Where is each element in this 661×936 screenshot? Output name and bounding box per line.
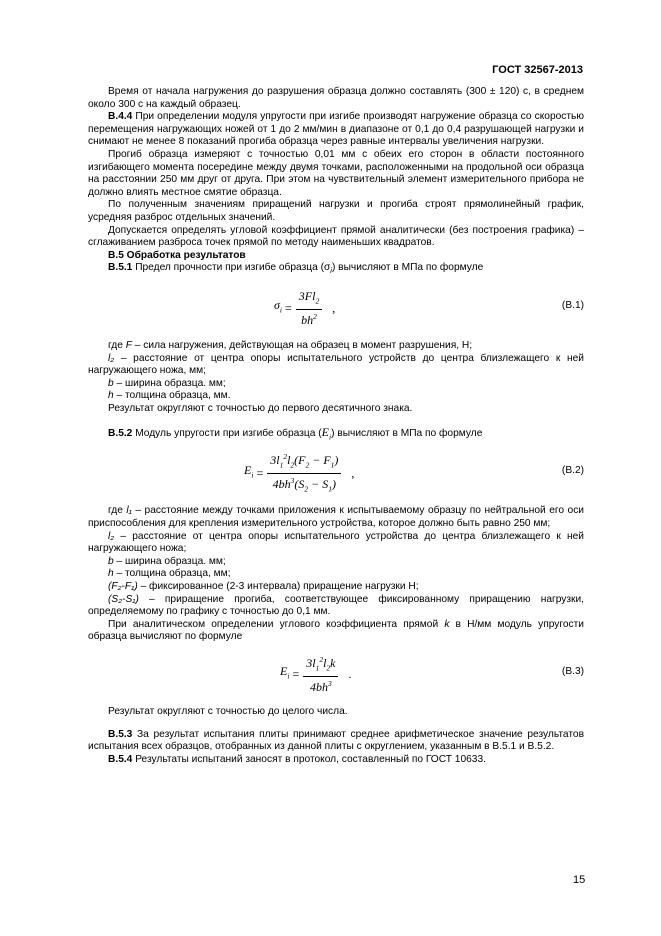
clause-number: В.5.3 bbox=[108, 728, 133, 740]
symbol: b bbox=[108, 377, 114, 389]
page-number: 15 bbox=[573, 874, 586, 886]
definition: – ширина образца. мм; bbox=[113, 377, 226, 389]
definition: – толщина образца, мм. bbox=[113, 390, 231, 402]
paragraph-graph: По полученным значениям приращений нагрузки и прогиба строят прямолинейный график, усредняя разброс отдельных значений. bbox=[88, 199, 584, 223]
where-list-2 bbox=[88, 505, 584, 530]
symbol: h bbox=[108, 568, 114, 580]
where-word: где bbox=[108, 339, 123, 351]
paragraph-analytic-k bbox=[88, 619, 584, 644]
definition-item bbox=[88, 568, 584, 581]
symbol: l₂ bbox=[108, 530, 115, 542]
formula-b1 bbox=[88, 288, 584, 334]
where-word: где bbox=[108, 505, 123, 517]
document-body bbox=[88, 86, 584, 766]
clause-text: Модуль упругости при изгибе образца ( bbox=[132, 427, 322, 439]
definition: – ширина образца. мм; bbox=[113, 555, 226, 567]
definition: – приращение прогиба, соответствующее фиксированному приращению нагрузки, определяемому по графику с точностью до 0,1 мм. bbox=[88, 593, 584, 618]
section-heading-b5: В.5 Обработка результатов bbox=[108, 249, 246, 261]
formula-number: (В.2) bbox=[561, 465, 584, 477]
clause-text: За результат испытания плиты принимают среднее арифметическое значение результатов испытания всех образцов, отобранных из данной плиты с округлением, указанным в В.5.1 и В.5.2. bbox=[88, 728, 584, 753]
definition-item bbox=[88, 378, 584, 391]
paragraph-b44 bbox=[88, 111, 584, 149]
symbol: l₁ bbox=[126, 505, 132, 517]
paragraph-b53 bbox=[88, 729, 584, 754]
definition: – расстояние от центра опоры испытательного устройства до центра близлежащего к ней нагружающего ножа; bbox=[88, 530, 584, 555]
definition-item bbox=[88, 594, 584, 619]
rounding-note-1: Результат округляют с точностью до первого десятичного знака. bbox=[108, 402, 413, 414]
where-list-1 bbox=[88, 340, 584, 353]
formula-expression: $E_i$ = $\frac{3l_1^2l_2k}{4bh^3}$ . bbox=[280, 655, 352, 695]
clause-number: В.4.4 bbox=[108, 111, 133, 123]
standard-header: ГОСТ 32567-2013 bbox=[492, 64, 583, 76]
definition-item bbox=[88, 531, 584, 556]
formula-expression: $E_i$ = $\frac{3l_1^2l_2(F_2 - F_1)}{4bh^3(S_2 - S_1)}$ , bbox=[244, 452, 355, 494]
definition: – сила нагружения, действующая на образец в момент разрушения, Н; bbox=[131, 339, 473, 351]
paragraph-b51 bbox=[88, 262, 584, 278]
rounding-note-3: Результат округляют с точностью до целого числа. bbox=[108, 706, 348, 718]
clause-number: В.5.4 bbox=[108, 753, 133, 765]
formula-b3 bbox=[88, 654, 584, 700]
subscript: i bbox=[330, 266, 332, 276]
clause-text: ) вычисляют в МПа по формуле bbox=[331, 427, 483, 439]
clause-text: При аналитическом определении углового коэффициента прямой bbox=[108, 618, 445, 630]
paragraph-loading-time: Время от начала нагружения до разрушения образца должно составлять (300 ± 120) с, в среднем около 300 с на каждый образец. bbox=[88, 86, 584, 110]
clause-text: Предел прочности при изгибе образца (σ bbox=[132, 262, 331, 274]
clause-text: ) вычисляют в МПа по формуле bbox=[331, 262, 484, 274]
definition: – фиксированное (2-3 интервала) приращение нагрузки Н; bbox=[137, 581, 419, 593]
symbol: (S₂-S₁) bbox=[108, 593, 139, 605]
symbol: (F₂-F₁) bbox=[108, 581, 138, 593]
definition: – расстояние между точками приложения к испытываемому образцу по нейтральной его оси приспособления для крепления измерительного устройства, которое должно быть равно 250 мм; bbox=[88, 505, 584, 530]
formula-number: (В.3) bbox=[561, 666, 584, 678]
definition-item bbox=[88, 556, 584, 569]
symbol: b bbox=[108, 555, 114, 567]
definition-item bbox=[88, 581, 584, 594]
paragraph-analytic: Допускается определять угловой коэффициент прямой аналитически (без построения графика) – сглаживанием разброса точек прямой по методу наименьших квадратов. bbox=[88, 224, 584, 249]
definition-item bbox=[88, 353, 584, 378]
formula-b2 bbox=[88, 453, 584, 499]
formula-expression: $\sigma_i$ = $\frac{3Fl_2}{bh^2}$ , bbox=[274, 288, 336, 327]
symbol: l₂ bbox=[108, 352, 115, 364]
formula-number: (В.1) bbox=[561, 299, 584, 311]
symbol: h bbox=[108, 390, 114, 402]
clause-number: В.5.1 bbox=[108, 262, 133, 274]
clause-number: В.5.2 bbox=[108, 427, 133, 439]
definition-item bbox=[88, 390, 584, 403]
paragraph-deflection: Прогиб образца измеряют с точностью 0,01 мм с обеих его сторон в области постоянного изгибающего момента посередине между двумя точками, расположенными на продольной оси образца на расстоянии 250 мм друг от друга. При этом на чувствительный элемент измерительного прибора не должно влиять местное смятие образца. bbox=[88, 148, 584, 198]
paragraph-b52: В.5.2 Модуль упругости при изгибе образца $(E_i)$ вычисляют в МПа по формуле bbox=[108, 424, 483, 441]
definition: – расстояние от центра опоры испытательного устройств до центра близлежащего к ней нагружающего ножа, мм; bbox=[88, 352, 584, 377]
paragraph-b54 bbox=[88, 754, 584, 767]
symbol: F bbox=[125, 339, 132, 351]
symbol: k bbox=[444, 618, 450, 630]
clause-text: в Н/мм модуль упругости образца вычисляют по формуле bbox=[88, 618, 584, 643]
definition: – толщина образца, мм; bbox=[113, 568, 231, 580]
clause-text: При определении модуля упругости при изгибе производят нагружение образца со скоростью перемещения нагружающих ножей от 1 до 2 мм/мин в диапазоне от 0,1 до 0,4 разрушающей нагрузки и снимают не менее 8 показаний прогиба образца через равные интервалы увеличения нагрузки. bbox=[88, 111, 584, 148]
clause-text: Результаты испытаний заносят в протокол, составленный по ГОСТ 10633. bbox=[132, 753, 486, 765]
